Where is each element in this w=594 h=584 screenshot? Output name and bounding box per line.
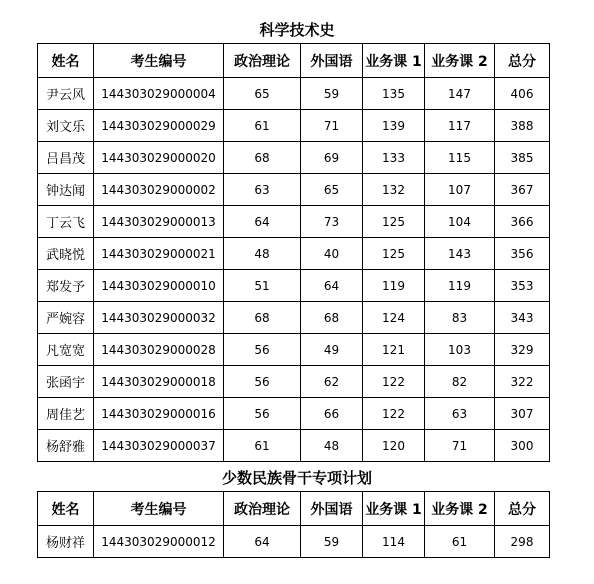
section-title-minority-program: 少数民族骨干专项计划 (221, 469, 372, 487)
cell-foreign-language: 73 (301, 206, 363, 238)
cell-foreign-language: 49 (301, 334, 363, 366)
table-row (38, 238, 550, 270)
cell-total: 329 (495, 334, 550, 366)
header-name: 姓名 (38, 44, 94, 78)
cell-total: 300 (495, 430, 550, 462)
table-row (38, 110, 550, 142)
cell-politics: 63 (224, 174, 301, 206)
score-table-body (38, 78, 550, 462)
cell-exam-id: 144303029000004 (94, 78, 224, 110)
cell-subject-2: 107 (425, 174, 495, 206)
cell-politics: 56 (224, 366, 301, 398)
table-row (38, 142, 550, 174)
table-row (38, 174, 550, 206)
cell-total: 343 (495, 302, 550, 334)
table-row (38, 398, 550, 430)
cell-politics: 61 (224, 110, 301, 142)
cell-subject-1: 125 (363, 206, 425, 238)
header-politics: 政治理论 (224, 492, 301, 526)
cell-name: 杨舒雅 (38, 430, 94, 462)
cell-name: 尹云风 (38, 78, 94, 110)
cell-subject-1: 125 (363, 238, 425, 270)
header-politics: 政治理论 (224, 44, 301, 78)
cell-subject-2: 143 (425, 238, 495, 270)
cell-subject-2: 83 (425, 302, 495, 334)
header-foreign-language: 外国语 (301, 492, 363, 526)
cell-name: 周佳艺 (38, 398, 94, 430)
cell-total: 388 (495, 110, 550, 142)
cell-politics: 68 (224, 142, 301, 174)
cell-subject-1: 135 (363, 78, 425, 110)
cell-politics: 64 (224, 206, 301, 238)
cell-foreign-language: 62 (301, 366, 363, 398)
cell-name: 张函宇 (38, 366, 94, 398)
cell-subject-1: 133 (363, 142, 425, 174)
header-row (38, 44, 550, 78)
table-row (38, 366, 550, 398)
cell-foreign-language: 68 (301, 302, 363, 334)
cell-subject-2: 82 (425, 366, 495, 398)
table-row (38, 430, 550, 462)
cell-total: 406 (495, 78, 550, 110)
table-row (38, 206, 550, 238)
cell-politics: 51 (224, 270, 301, 302)
cell-politics: 48 (224, 238, 301, 270)
cell-exam-id: 144303029000029 (94, 110, 224, 142)
cell-exam-id: 144303029000012 (94, 526, 224, 558)
cell-politics: 65 (224, 78, 301, 110)
cell-name: 凡宽宽 (38, 334, 94, 366)
cell-subject-1: 132 (363, 174, 425, 206)
cell-exam-id: 144303029000032 (94, 302, 224, 334)
cell-exam-id: 144303029000002 (94, 174, 224, 206)
cell-name: 杨财祥 (38, 526, 94, 558)
header-total: 总分 (495, 44, 550, 78)
cell-politics: 61 (224, 430, 301, 462)
cell-exam-id: 144303029000013 (94, 206, 224, 238)
score-table-body (38, 526, 550, 558)
table-row (38, 78, 550, 110)
cell-total: 385 (495, 142, 550, 174)
cell-foreign-language: 64 (301, 270, 363, 302)
cell-exam-id: 144303029000020 (94, 142, 224, 174)
score-table-science-history (37, 43, 550, 462)
cell-name: 武晓悦 (38, 238, 94, 270)
cell-politics: 68 (224, 302, 301, 334)
header-subject-1: 业务课 1 (363, 492, 425, 526)
cell-exam-id: 144303029000037 (94, 430, 224, 462)
table-row (38, 302, 550, 334)
cell-total: 366 (495, 206, 550, 238)
header-exam-id: 考生编号 (94, 492, 224, 526)
cell-subject-1: 114 (363, 526, 425, 558)
cell-subject-1: 122 (363, 366, 425, 398)
header-foreign-language: 外国语 (301, 44, 363, 78)
cell-name: 郑发予 (38, 270, 94, 302)
header-name: 姓名 (38, 492, 94, 526)
cell-total: 356 (495, 238, 550, 270)
header-total: 总分 (495, 492, 550, 526)
cell-total: 367 (495, 174, 550, 206)
header-subject-2: 业务课 2 (425, 492, 495, 526)
cell-exam-id: 144303029000016 (94, 398, 224, 430)
cell-foreign-language: 48 (301, 430, 363, 462)
cell-subject-1: 119 (363, 270, 425, 302)
cell-subject-2: 63 (425, 398, 495, 430)
cell-politics: 56 (224, 334, 301, 366)
cell-subject-2: 117 (425, 110, 495, 142)
header-row (38, 492, 550, 526)
cell-subject-1: 121 (363, 334, 425, 366)
cell-foreign-language: 59 (301, 526, 363, 558)
cell-politics: 56 (224, 398, 301, 430)
cell-foreign-language: 66 (301, 398, 363, 430)
cell-foreign-language: 59 (301, 78, 363, 110)
table-row (38, 526, 550, 558)
score-table-minority-program (37, 491, 550, 558)
cell-total: 298 (495, 526, 550, 558)
cell-name: 吕昌茂 (38, 142, 94, 174)
cell-name: 钟达闻 (38, 174, 94, 206)
cell-exam-id: 144303029000010 (94, 270, 224, 302)
cell-politics: 64 (224, 526, 301, 558)
cell-subject-1: 124 (363, 302, 425, 334)
cell-subject-2: 71 (425, 430, 495, 462)
cell-subject-2: 104 (425, 206, 495, 238)
header-exam-id: 考生编号 (94, 44, 224, 78)
cell-total: 322 (495, 366, 550, 398)
table-row (38, 334, 550, 366)
cell-subject-2: 61 (425, 526, 495, 558)
cell-subject-2: 103 (425, 334, 495, 366)
cell-exam-id: 144303029000018 (94, 366, 224, 398)
cell-total: 353 (495, 270, 550, 302)
table-row (38, 270, 550, 302)
cell-name: 刘文乐 (38, 110, 94, 142)
header-subject-2: 业务课 2 (425, 44, 495, 78)
cell-subject-1: 120 (363, 430, 425, 462)
cell-foreign-language: 69 (301, 142, 363, 174)
cell-exam-id: 144303029000028 (94, 334, 224, 366)
header-subject-1: 业务课 1 (363, 44, 425, 78)
section-title-science-history: 科学技术史 (259, 21, 335, 39)
cell-subject-2: 119 (425, 270, 495, 302)
cell-subject-2: 115 (425, 142, 495, 174)
cell-name: 丁云飞 (38, 206, 94, 238)
cell-subject-1: 122 (363, 398, 425, 430)
cell-subject-1: 139 (363, 110, 425, 142)
cell-name: 严婉容 (38, 302, 94, 334)
cell-foreign-language: 40 (301, 238, 363, 270)
cell-foreign-language: 71 (301, 110, 363, 142)
cell-subject-2: 147 (425, 78, 495, 110)
cell-foreign-language: 65 (301, 174, 363, 206)
cell-exam-id: 144303029000021 (94, 238, 224, 270)
cell-total: 307 (495, 398, 550, 430)
